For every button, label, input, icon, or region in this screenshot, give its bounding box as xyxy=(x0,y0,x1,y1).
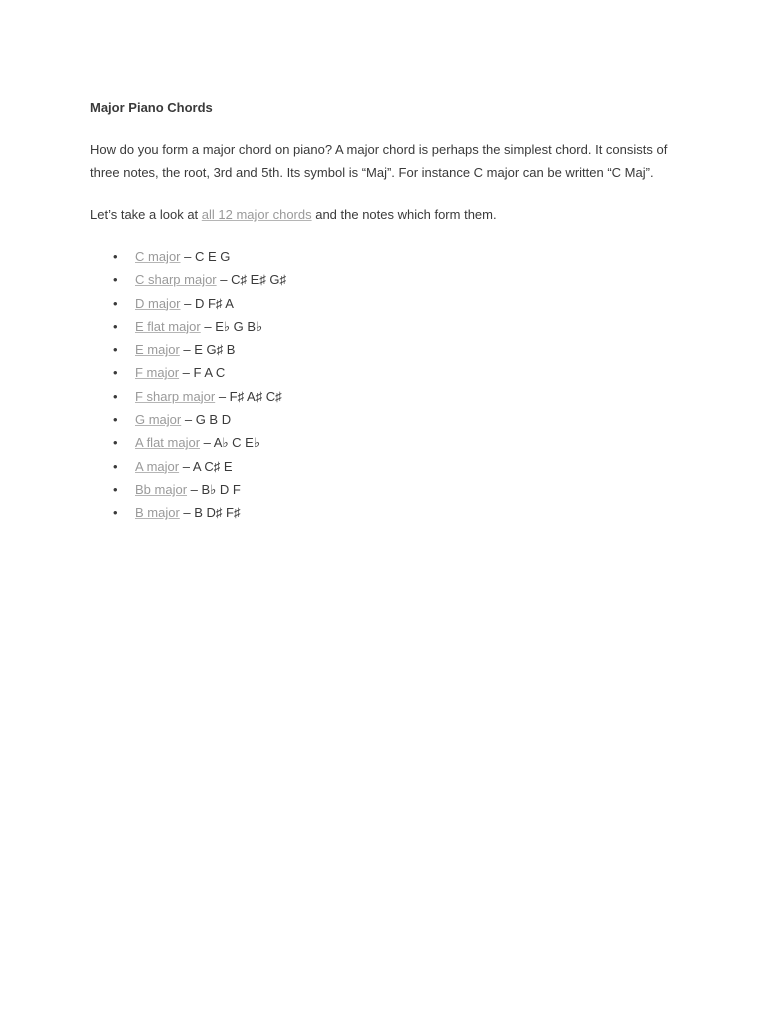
list-item xyxy=(90,408,690,431)
list-item xyxy=(90,292,690,315)
bullet-icon: • xyxy=(113,318,118,334)
list-item xyxy=(90,501,690,524)
bullet-icon: • xyxy=(113,505,118,521)
list-item xyxy=(90,268,690,291)
bullet-icon: • xyxy=(113,272,118,288)
bullet-icon: • xyxy=(113,458,118,474)
chord-link-g-major[interactable]: G major xyxy=(135,412,182,428)
chord-link-f-sharp-major[interactable]: F sharp major xyxy=(135,388,216,404)
list-item xyxy=(90,315,690,338)
list-item xyxy=(90,245,690,268)
chord-link-c-major[interactable]: C major xyxy=(135,249,181,264)
list-item xyxy=(90,455,690,478)
chord-link-a-major[interactable]: A major xyxy=(135,458,180,474)
chord-notes: – E♭ G B♭ xyxy=(200,318,263,334)
list-item xyxy=(90,338,690,361)
page-title: Major Piano Chords xyxy=(90,100,213,115)
chord-notes: – B♭ D F xyxy=(187,481,241,497)
look-suffix: and the notes which form them. xyxy=(311,207,497,222)
chord-notes: – G B D xyxy=(181,412,232,428)
bullet-icon: • xyxy=(113,435,118,451)
chord-link-b-major[interactable]: B major xyxy=(135,505,180,521)
chord-link-f-major[interactable]: F major xyxy=(135,365,180,381)
chord-notes: – F♯ A♯ C♯ xyxy=(215,388,282,404)
bullet-icon: • xyxy=(113,342,118,358)
list-item xyxy=(90,478,690,501)
look-paragraph xyxy=(90,203,690,226)
chord-link-e-major[interactable]: E major xyxy=(135,342,180,358)
chord-link-a-flat-major[interactable]: A flat major xyxy=(135,435,201,451)
chord-list xyxy=(90,245,690,525)
bullet-icon: • xyxy=(113,249,118,264)
bullet-icon: • xyxy=(113,388,118,404)
all-major-chords-link[interactable]: all 12 major chords xyxy=(201,207,312,222)
list-item xyxy=(90,385,690,408)
chord-notes: – F A C xyxy=(179,365,226,381)
list-item xyxy=(90,431,690,454)
bullet-icon: • xyxy=(113,365,118,381)
chord-notes: – E G♯ B xyxy=(179,342,236,358)
chord-link-e-flat-major[interactable]: E flat major xyxy=(135,318,201,334)
chord-notes: – C♯ E♯ G♯ xyxy=(216,272,286,288)
look-prefix: Let’s take a look at xyxy=(90,207,202,222)
chord-notes: – A♭ C E♭ xyxy=(200,435,260,451)
chord-notes: – C E G xyxy=(180,249,231,264)
bullet-icon: • xyxy=(113,481,118,497)
document-page xyxy=(90,99,690,525)
chord-notes: – B D♯ F♯ xyxy=(179,505,241,521)
bullet-icon: • xyxy=(113,295,118,311)
chord-link-c-sharp-major[interactable]: C sharp major xyxy=(135,272,217,288)
chord-notes: – A C♯ E xyxy=(179,458,233,474)
bullet-icon: • xyxy=(113,412,118,428)
chord-notes: – D F♯ A xyxy=(180,295,234,311)
list-item xyxy=(90,361,690,384)
chord-link-d-major[interactable]: D major xyxy=(135,295,181,311)
intro-paragraph: How do you form a major chord on piano? A major chord is perhaps the simplest chord. It consists of three notes, the root, 3rd and 5th. Its symbol is “Maj”. For instance C major can be written “C Maj”. xyxy=(90,142,668,180)
chord-link-bb-major[interactable]: Bb major xyxy=(135,481,188,497)
